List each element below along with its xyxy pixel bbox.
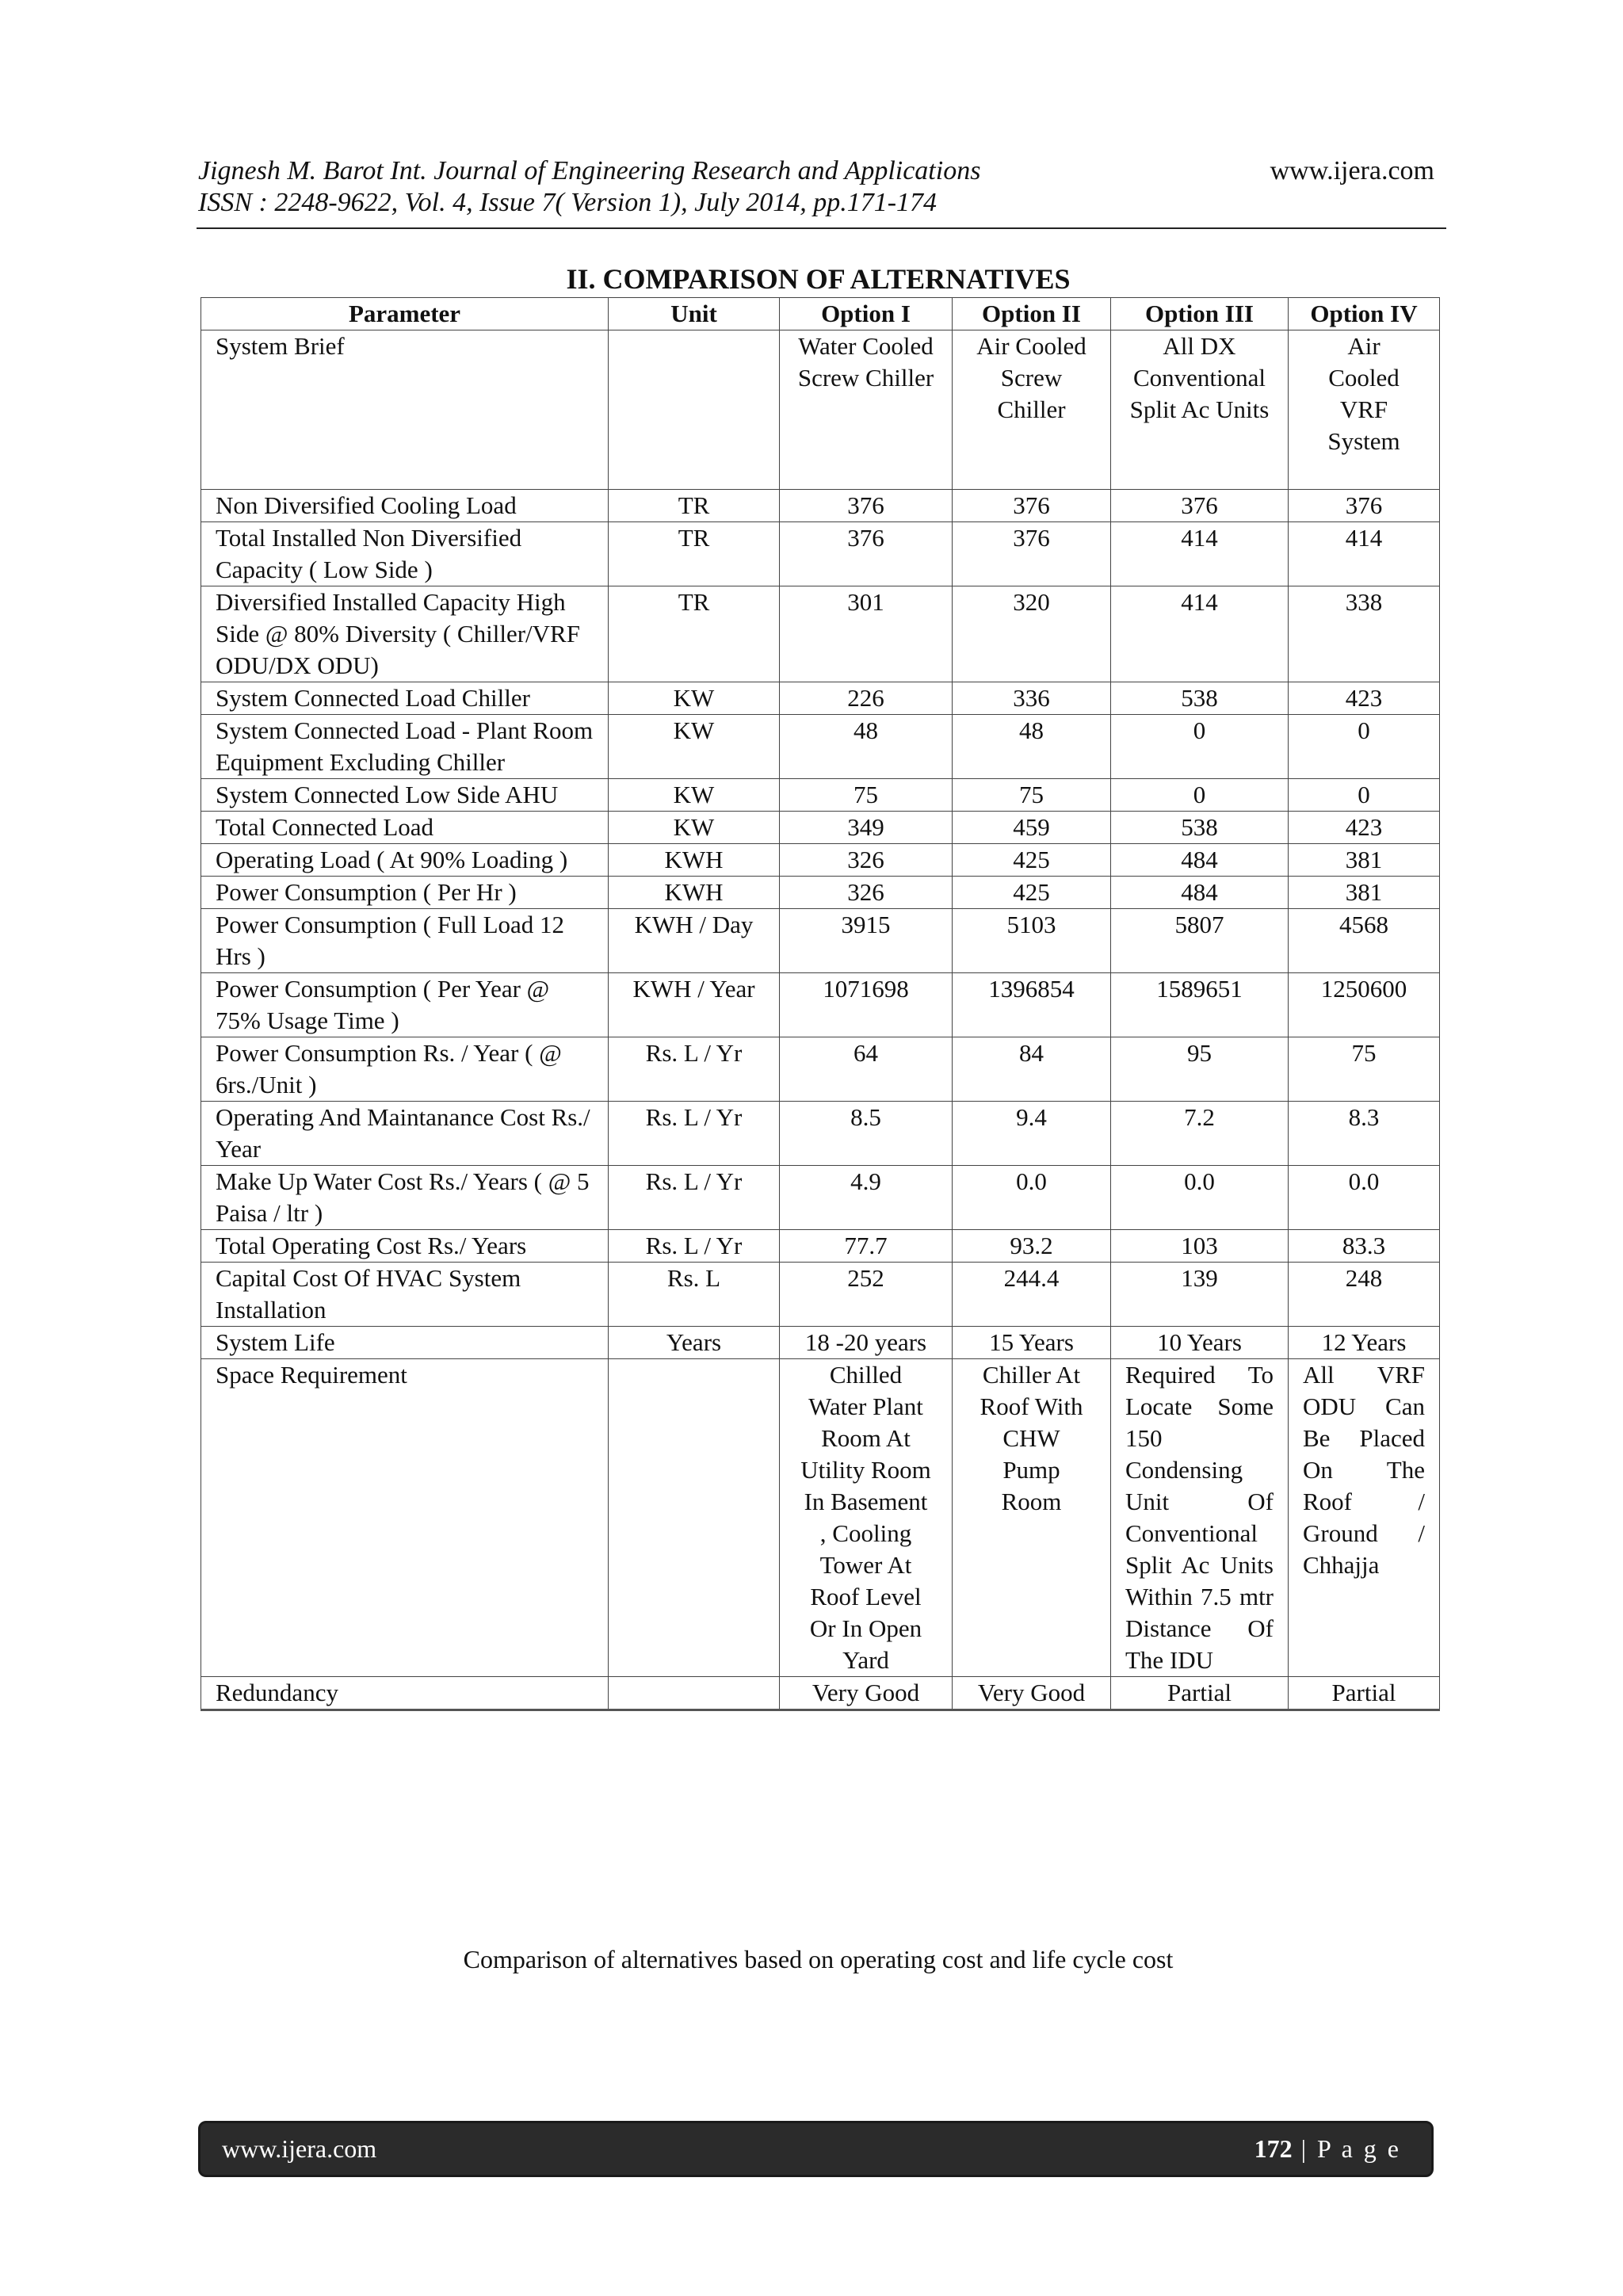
value-cell: 301 [780, 586, 953, 682]
value-cell: 376 [780, 522, 953, 586]
value-cell: 423 [1289, 812, 1440, 844]
value-cell: 8.5 [780, 1102, 953, 1166]
value-cell: 84 [953, 1037, 1111, 1102]
value-cell: 1589651 [1111, 973, 1289, 1037]
param-cell: Power Consumption ( Per Hr ) [201, 877, 609, 909]
table-row [201, 1037, 1440, 1102]
unit-cell [609, 1359, 780, 1677]
table-row [201, 1327, 1440, 1359]
value-cell: 414 [1111, 586, 1289, 682]
value-cell: 459 [953, 812, 1111, 844]
value-cell: 75 [1289, 1037, 1440, 1102]
value-cell: 326 [780, 877, 953, 909]
value-cell: Partial [1289, 1677, 1440, 1710]
table-row [201, 522, 1440, 586]
unit-cell: KW [609, 715, 780, 779]
value-cell: 4.9 [780, 1166, 953, 1230]
value-cell: 320 [953, 586, 1111, 682]
value-cell: 425 [953, 844, 1111, 877]
unit-cell: TR [609, 522, 780, 586]
value-cell: 252 [780, 1263, 953, 1327]
value-cell: Air Cooled Screw Chiller [953, 330, 1111, 490]
value-cell: 338 [1289, 586, 1440, 682]
value-cell: 425 [953, 877, 1111, 909]
value-cell: 9.4 [953, 1102, 1111, 1166]
value-cell: 248 [1289, 1263, 1440, 1327]
value-cell: 1250600 [1289, 973, 1440, 1037]
param-cell: Power Consumption ( Per Year @ 75% Usage Time ) [201, 973, 609, 1037]
value-cell: 0 [1111, 779, 1289, 812]
unit-cell: KWH [609, 844, 780, 877]
param-cell: Total Installed Non Diversified Capacity ( Low Side ) [201, 522, 609, 586]
value-cell: 1071698 [780, 973, 953, 1037]
journal-citation: Jignesh M. Barot Int. Journal of Engineering Research and Applications [198, 156, 981, 185]
unit-cell: KW [609, 682, 780, 715]
value-cell: 5103 [953, 909, 1111, 973]
table-row [201, 682, 1440, 715]
param-cell: System Connected Load Chiller [201, 682, 609, 715]
value-cell: 12 Years [1289, 1327, 1440, 1359]
value-cell: 376 [1289, 490, 1440, 522]
page-footer [198, 2121, 1434, 2177]
value-cell: 77.7 [780, 1230, 953, 1263]
column-header: Option IV [1289, 298, 1440, 330]
column-header: Parameter [201, 298, 609, 330]
param-cell: Total Connected Load [201, 812, 609, 844]
unit-cell: Rs. L / Yr [609, 1037, 780, 1102]
table-row [201, 586, 1440, 682]
value-cell: All DX Conventional Split Ac Units [1111, 330, 1289, 490]
unit-cell: TR [609, 586, 780, 682]
value-cell: 414 [1289, 522, 1440, 586]
table-row [201, 330, 1440, 490]
value-cell: 381 [1289, 844, 1440, 877]
value-cell: 336 [953, 682, 1111, 715]
param-cell: System Brief [201, 330, 609, 490]
table-row [201, 973, 1440, 1037]
param-cell: Capital Cost Of HVAC System Installation [201, 1263, 609, 1327]
value-cell: 1396854 [953, 973, 1111, 1037]
param-cell: System Connected Load - Plant Room Equipment Excluding Chiller [201, 715, 609, 779]
unit-cell: KW [609, 779, 780, 812]
value-cell: 0 [1289, 715, 1440, 779]
value-cell: 48 [953, 715, 1111, 779]
value-cell: Required To Locate Some 150 Condensing Unit Of Conventional Split Ac Units Within 7.5 mtr Distance Of The IDU [1111, 1359, 1289, 1677]
value-cell: 4568 [1289, 909, 1440, 973]
value-cell: 0.0 [1289, 1166, 1440, 1230]
journal-header [198, 155, 980, 219]
table-row [201, 1677, 1440, 1710]
value-cell: 423 [1289, 682, 1440, 715]
value-cell: 3915 [780, 909, 953, 973]
value-cell: 376 [780, 490, 953, 522]
table-row [201, 1230, 1440, 1263]
param-cell: Diversified Installed Capacity High Side @ 80% Diversity ( Chiller/VRF ODU/DX ODU) [201, 586, 609, 682]
value-cell: 95 [1111, 1037, 1289, 1102]
value-cell: 18 -20 years [780, 1327, 953, 1359]
unit-cell: KWH / Day [609, 909, 780, 973]
table-caption: Comparison of alternatives based on operating cost and life cycle cost [463, 1945, 1174, 1973]
unit-cell: KW [609, 812, 780, 844]
column-header: Option III [1111, 298, 1289, 330]
param-cell: Power Consumption ( Full Load 12 Hrs ) [201, 909, 609, 973]
header-divider [197, 227, 1446, 229]
param-cell: Make Up Water Cost Rs./ Years ( @ 5 Paisa / ltr ) [201, 1166, 609, 1230]
value-cell: 93.2 [953, 1230, 1111, 1263]
column-header: Option II [953, 298, 1111, 330]
table-row [201, 909, 1440, 973]
value-cell: 15 Years [953, 1327, 1111, 1359]
value-cell: 0 [1111, 715, 1289, 779]
param-cell: Operating Load ( At 90% Loading ) [201, 844, 609, 877]
value-cell: Chiller At Roof With CHW Pump Room [953, 1359, 1111, 1677]
value-cell: 139 [1111, 1263, 1289, 1327]
value-cell: 484 [1111, 877, 1289, 909]
unit-cell: KWH [609, 877, 780, 909]
page-number-label [1254, 2134, 1401, 2164]
unit-cell: KWH / Year [609, 973, 780, 1037]
value-cell: 0.0 [953, 1166, 1111, 1230]
value-cell: 75 [953, 779, 1111, 812]
value-cell: 414 [1111, 522, 1289, 586]
value-cell: 538 [1111, 682, 1289, 715]
footer-website: www.ijera.com [222, 2134, 377, 2163]
column-header: Option I [780, 298, 953, 330]
param-cell: Power Consumption Rs. / Year ( @ 6rs./Unit ) [201, 1037, 609, 1102]
value-cell: 64 [780, 1037, 953, 1102]
unit-cell: Rs. L / Yr [609, 1166, 780, 1230]
table-row [201, 490, 1440, 522]
unit-cell: Rs. L [609, 1263, 780, 1327]
param-cell: System Connected Low Side AHU [201, 779, 609, 812]
table-row [201, 1166, 1440, 1230]
value-cell: 10 Years [1111, 1327, 1289, 1359]
param-cell: Total Operating Cost Rs./ Years [201, 1230, 609, 1263]
param-cell: Non Diversified Cooling Load [201, 490, 609, 522]
value-cell: 376 [953, 490, 1111, 522]
value-cell: Very Good [780, 1677, 953, 1710]
table-row [201, 1359, 1440, 1677]
value-cell: 7.2 [1111, 1102, 1289, 1166]
page-suffix: | P a g e [1292, 2134, 1401, 2163]
param-cell: Operating And Maintanance Cost Rs./ Year [201, 1102, 609, 1166]
value-cell: Air Cooled VRF System [1289, 330, 1440, 490]
value-cell: 8.3 [1289, 1102, 1440, 1166]
value-cell: 349 [780, 812, 953, 844]
unit-cell: Years [609, 1327, 780, 1359]
value-cell: 0 [1289, 779, 1440, 812]
value-cell: Chilled Water Plant Room At Utility Room In Basement , Cooling Tower At Roof Level Or In Open Yard [780, 1359, 953, 1677]
value-cell: 244.4 [953, 1263, 1111, 1327]
journal-website: www.ijera.com [1270, 156, 1434, 185]
table-row [201, 715, 1440, 779]
param-cell: Space Requirement [201, 1359, 609, 1677]
comparison-table [200, 297, 1440, 1711]
table-row [201, 779, 1440, 812]
value-cell: 326 [780, 844, 953, 877]
unit-cell [609, 330, 780, 490]
value-cell: 83.3 [1289, 1230, 1440, 1263]
param-cell: Redundancy [201, 1677, 609, 1710]
column-header: Unit [609, 298, 780, 330]
value-cell: 381 [1289, 877, 1440, 909]
value-cell: 484 [1111, 844, 1289, 877]
value-cell: 0.0 [1111, 1166, 1289, 1230]
table-row [201, 1263, 1440, 1327]
unit-cell: TR [609, 490, 780, 522]
value-cell: Water Cooled Screw Chiller [780, 330, 953, 490]
value-cell: Very Good [953, 1677, 1111, 1710]
value-cell: 538 [1111, 812, 1289, 844]
unit-cell [609, 1677, 780, 1710]
value-cell: 75 [780, 779, 953, 812]
table-header-row [201, 298, 1440, 330]
section-title: II. COMPARISON OF ALTERNATIVES [566, 263, 1071, 295]
page-number: 172 [1254, 2134, 1293, 2163]
value-cell: 5807 [1111, 909, 1289, 973]
value-cell: 226 [780, 682, 953, 715]
param-cell: System Life [201, 1327, 609, 1359]
value-cell: Partial [1111, 1677, 1289, 1710]
value-cell: 103 [1111, 1230, 1289, 1263]
value-cell: 376 [1111, 490, 1289, 522]
value-cell: 48 [780, 715, 953, 779]
journal-issn: ISSN : 2248-9622, Vol. 4, Issue 7( Version 1), July 2014, pp.171-174 [198, 188, 938, 217]
table-row [201, 844, 1440, 877]
table-row [201, 812, 1440, 844]
unit-cell: Rs. L / Yr [609, 1230, 780, 1263]
table-row [201, 877, 1440, 909]
table-row [201, 1102, 1440, 1166]
value-cell: 376 [953, 522, 1111, 586]
value-cell: All VRF ODU Can Be Placed On The Roof / Ground / Chhajja [1289, 1359, 1440, 1677]
unit-cell: Rs. L / Yr [609, 1102, 780, 1166]
